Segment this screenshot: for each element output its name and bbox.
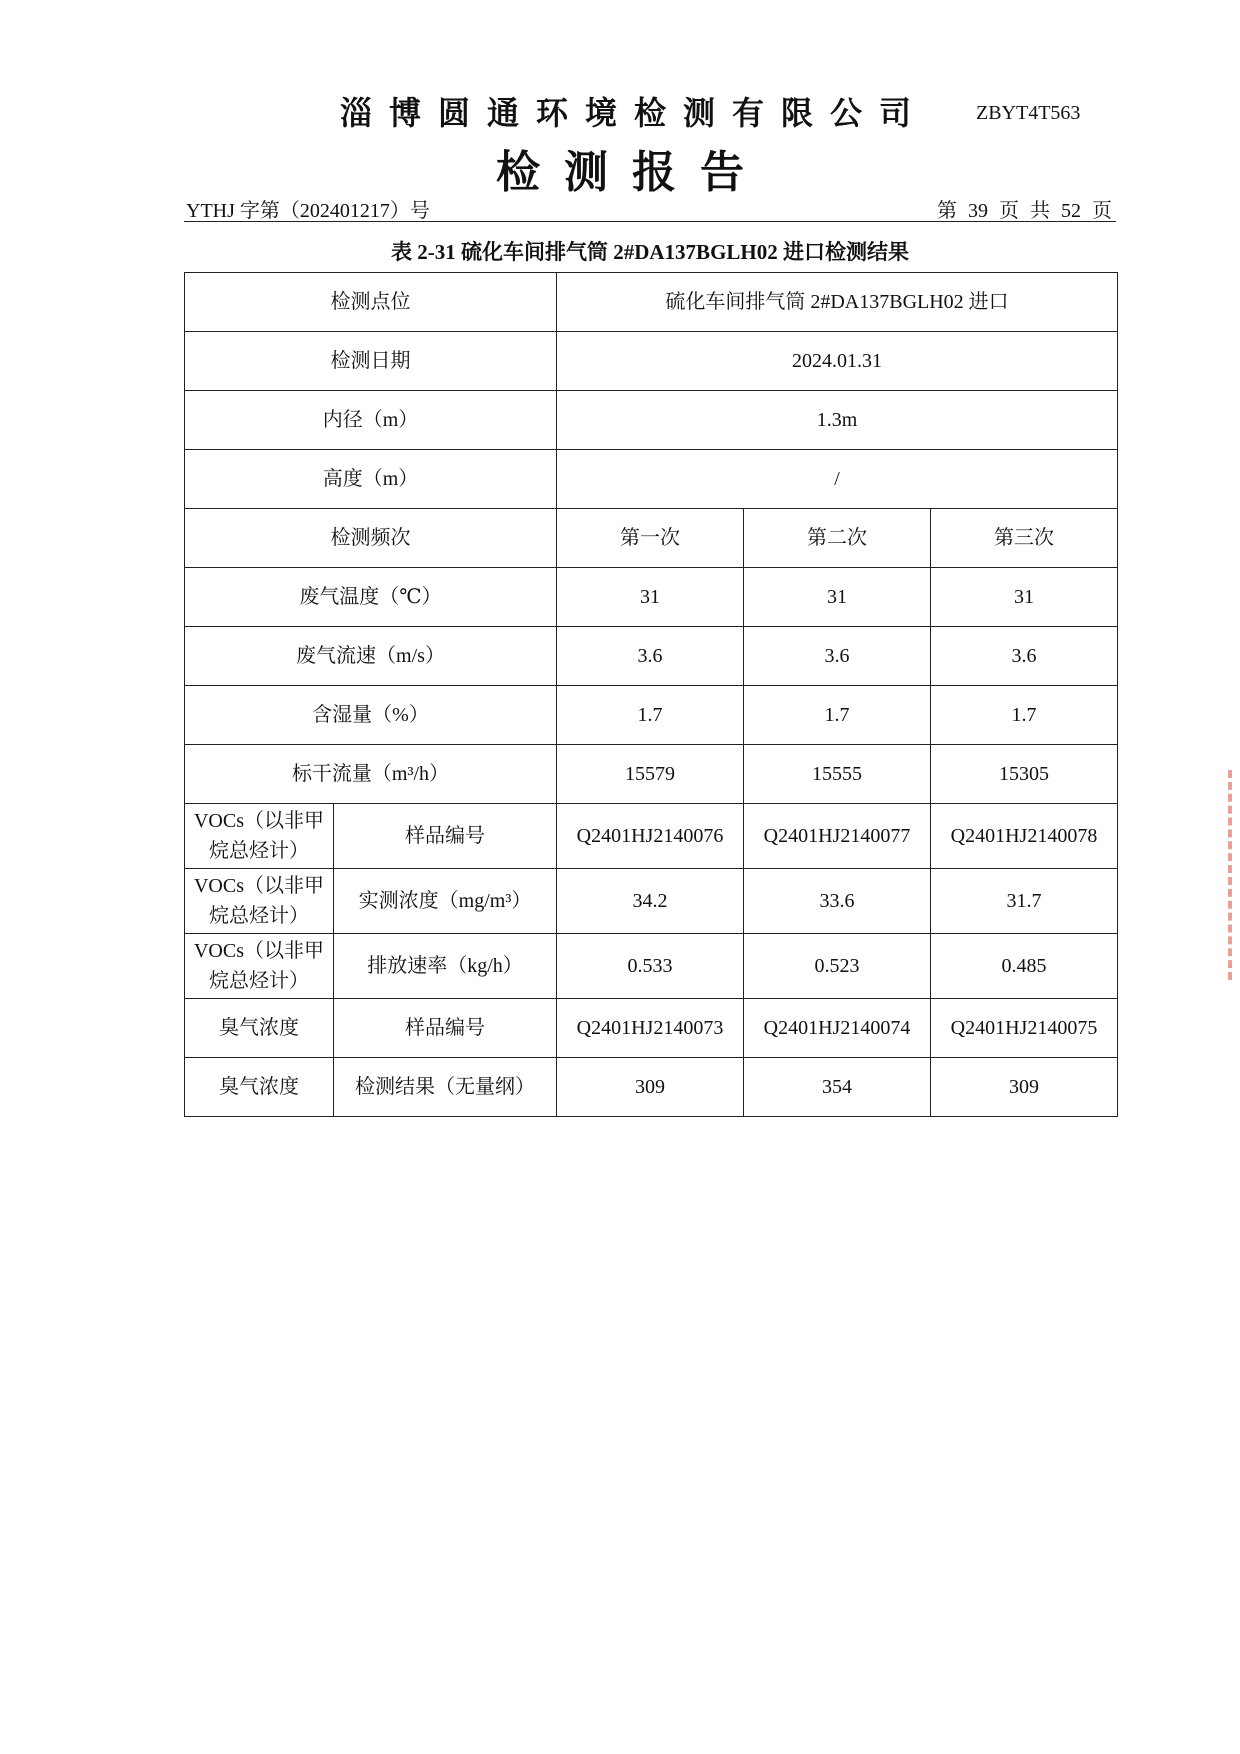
page-label-post: 页: [1092, 200, 1112, 222]
table-row: [185, 934, 1118, 999]
table-cell: Q2401HJ2140074: [744, 999, 931, 1058]
table-row: [185, 273, 1118, 332]
table-cell: Q2401HJ2140078: [931, 804, 1118, 869]
table-cell: 3.6: [931, 627, 1118, 686]
table-cell: 1.7: [557, 686, 744, 745]
table-cell: Q2401HJ2140076: [557, 804, 744, 869]
table-cell: 354: [744, 1058, 931, 1117]
table-row: [185, 509, 1118, 568]
table-row: [185, 332, 1118, 391]
company-name: 淄博圆通环境检测有限公司: [340, 95, 929, 131]
table-row: [185, 391, 1118, 450]
table-cell: 1.7: [931, 686, 1118, 745]
row-label: 检测日期: [185, 332, 557, 391]
row-label: 内径（m）: [185, 391, 557, 450]
table-cell: 31: [931, 568, 1118, 627]
table-cell: Q2401HJ2140073: [557, 999, 744, 1058]
table-cell: Q2401HJ2140075: [931, 999, 1118, 1058]
document-code: ZBYT4T563: [976, 102, 1081, 124]
table-cell: 0.523: [744, 934, 931, 999]
page-label-mid: 页: [999, 200, 1019, 222]
row-label: 废气流速（m/s）: [185, 627, 557, 686]
table-cell: 第三次: [931, 509, 1118, 568]
table-cell: 3.6: [557, 627, 744, 686]
row-label: 含湿量（%）: [185, 686, 557, 745]
page-current: 39: [968, 200, 988, 222]
row-label: 检测频次: [185, 509, 557, 568]
item-label: 检测结果（无量纲）: [334, 1058, 557, 1117]
table-row: [185, 869, 1118, 934]
row-label: 高度（m）: [185, 450, 557, 509]
table-cell: 第一次: [557, 509, 744, 568]
table-cell: 1.7: [744, 686, 931, 745]
table-row: [185, 627, 1118, 686]
results-table: [184, 272, 1118, 1117]
table-cell: Q2401HJ2140077: [744, 804, 931, 869]
table-cell: 第二次: [744, 509, 931, 568]
table-cell: 34.2: [557, 869, 744, 934]
row-label: 废气温度（℃）: [185, 568, 557, 627]
table-cell: 3.6: [744, 627, 931, 686]
page-label-pre: 第: [937, 200, 957, 222]
table-row: [185, 745, 1118, 804]
row-label: 检测点位: [185, 273, 557, 332]
table-row: [185, 568, 1118, 627]
table-row: [185, 804, 1118, 869]
table-row: [185, 450, 1118, 509]
table-cell: 31: [557, 568, 744, 627]
table-cell: 309: [931, 1058, 1118, 1117]
table-row: [185, 1058, 1118, 1117]
pollutant-label: VOCs（以非甲烷总烃计）: [185, 934, 334, 999]
item-label: 样品编号: [334, 804, 557, 869]
item-label: 样品编号: [334, 999, 557, 1058]
table-row: [185, 686, 1118, 745]
pollutant-label: 臭气浓度: [185, 999, 334, 1058]
table-row: [185, 999, 1118, 1058]
table-cell: 31: [744, 568, 931, 627]
item-label: 排放速率（kg/h）: [334, 934, 557, 999]
row-value: 2024.01.31: [557, 332, 1118, 391]
table-cell: 15579: [557, 745, 744, 804]
item-label: 实测浓度（mg/m³）: [334, 869, 557, 934]
table-cell: 0.485: [931, 934, 1118, 999]
page-indicator: [931, 194, 1112, 223]
report-title: 检测报告: [496, 148, 768, 197]
table-cell: 0.533: [557, 934, 744, 999]
table-cell: 31.7: [931, 869, 1118, 934]
row-value: 硫化车间排气筒 2#DA137BGLH02 进口: [557, 273, 1118, 332]
row-value: /: [557, 450, 1118, 509]
table-cell: 33.6: [744, 869, 931, 934]
page-total: 52: [1061, 200, 1081, 222]
row-label: 标干流量（m³/h）: [185, 745, 557, 804]
table-cell: 15305: [931, 745, 1118, 804]
header-rule: [184, 221, 1116, 222]
seal-stamp-edge: [1228, 770, 1240, 980]
page-label-total: 共: [1030, 200, 1050, 222]
pollutant-label: 臭气浓度: [185, 1058, 334, 1117]
table-caption: 表 2-31 硫化车间排气筒 2#DA137BGLH02 进口检测结果: [390, 240, 909, 264]
table-cell: 15555: [744, 745, 931, 804]
pollutant-label: VOCs（以非甲烷总烃计）: [185, 804, 334, 869]
row-value: 1.3m: [557, 391, 1118, 450]
report-number: YTHJ 字第（202401217）号: [186, 200, 430, 222]
table-cell: 309: [557, 1058, 744, 1117]
pollutant-label: VOCs（以非甲烷总烃计）: [185, 869, 334, 934]
